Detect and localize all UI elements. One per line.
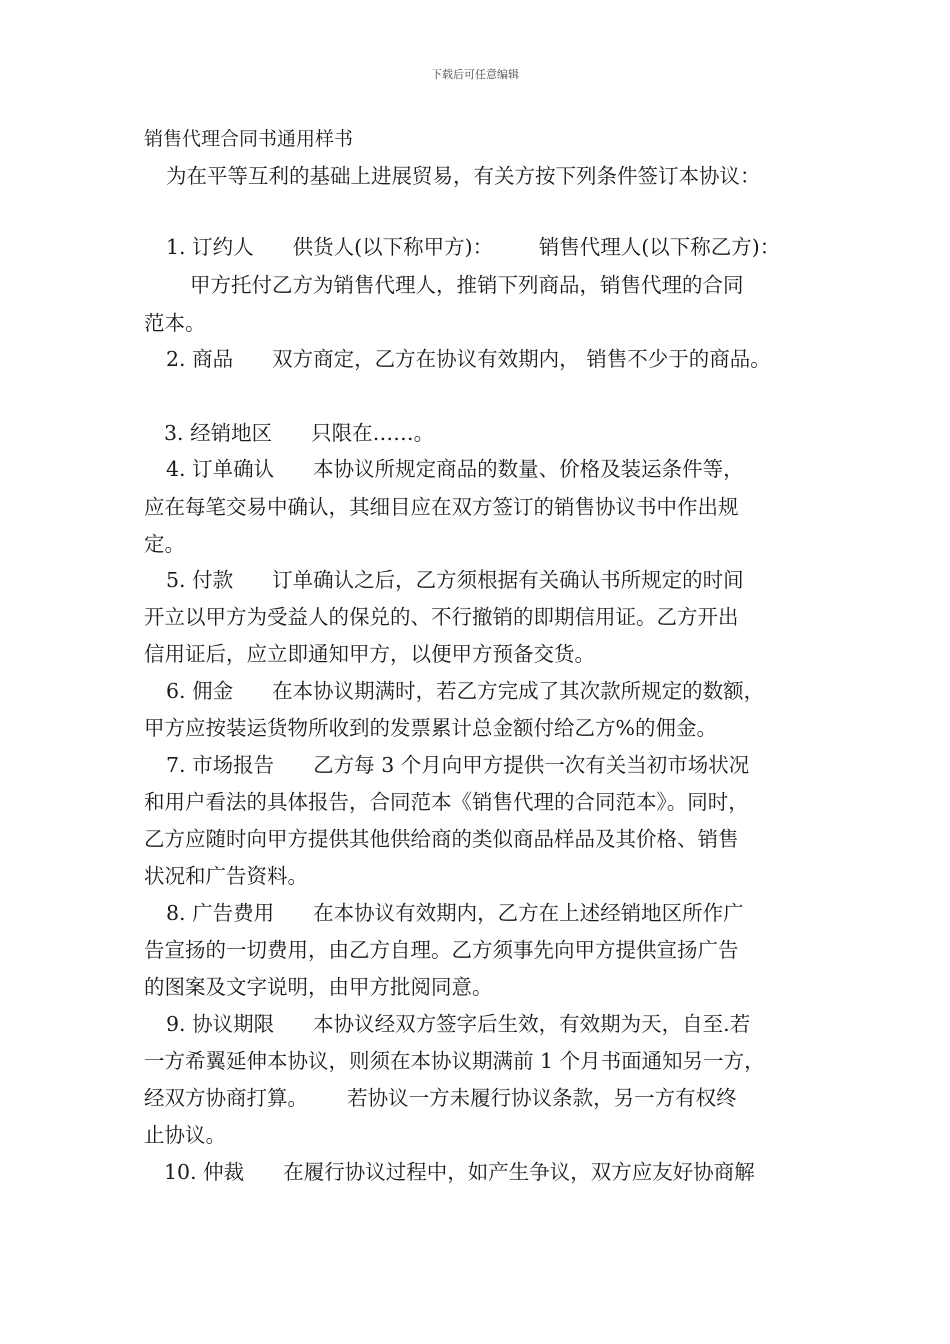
body-line: 甲方应按装运货物所收到的发票累计总金额付给乙方%的佣金。 [144,716,717,740]
body-line: 和用户看法的具体报告，合同范本《销售代理的合同范本》。同时， [144,790,749,814]
body-line: 3. 经销地区 只限在……。 [164,421,435,445]
body-line: 为在平等互利的基础上进展贸易，有关方按下列条件签订本协议： [166,164,761,188]
body-line: 经双方协商打算。 若协议一方未履行协议条款，另一方有权终 [144,1086,737,1110]
body-line: 4. 订单确认 本协议所规定商品的数量、价格及装运条件等， [166,457,744,481]
body-line: 的图案及文字说明，由甲方批阅同意。 [144,975,493,999]
body-line: 10. 仲裁 在履行协议过程中，如产生争议，双方应友好协商解 [164,1160,755,1184]
body-line: 甲方托付乙方为销售代理人，推销下列商品，销售代理的合同 [190,273,744,297]
body-line: 定。 [144,532,185,556]
body-line: 9. 协议期限 本协议经双方签字后生效，有效期为天，自至.若 [166,1012,751,1036]
body-line: 1. 订约人 供货人(以下称甲方)： 销售代理人(以下称乙方)： [166,235,781,259]
document-title: 销售代理合同书通用样书 [144,128,354,150]
body-line: 止协议。 [144,1123,226,1147]
body-line: 信用证后，应立即通知甲方，以便甲方预备交货。 [144,642,595,666]
body-line: 7. 市场报告 乙方每 3 个月向甲方提供一次有关当初市场状况 [166,753,750,777]
body-line: 6. 佣金 在本协议期满时，若乙方完成了其次款所规定的数额， [166,679,765,703]
body-line: 乙方应随时向甲方提供其他供给商的类似商品样品及其价格、销售 [144,827,739,851]
body-line: 8. 广告费用 在本协议有效期内，乙方在上述经销地区所作广 [166,901,744,925]
body-line: 告宣扬的一切费用，由乙方自理。乙方须事先向甲方提供宣扬广告 [144,938,739,962]
body-line: 状况和广告资料。 [144,864,308,888]
body-line: 一方希翼延伸本协议，则须在本协议期满前 1 个月书面通知另一方， [144,1049,765,1073]
body-line: 应在每笔交易中确认，其细目应在双方签订的销售协议书中作出规 [144,495,739,519]
body-line: 5. 付款 订单确认之后，乙方须根据有关确认书所规定的时间 [166,568,744,592]
body-line: 开立以甲方为受益人的保兑的、不行撤销的即期信用证。乙方开出 [144,605,739,629]
page-header: 下载后可任意编辑 [431,68,519,81]
body-line: 范本。 [144,311,206,335]
body-line: 2. 商品 双方商定，乙方在协议有效期内， 销售不少于的商品。 [166,347,771,371]
